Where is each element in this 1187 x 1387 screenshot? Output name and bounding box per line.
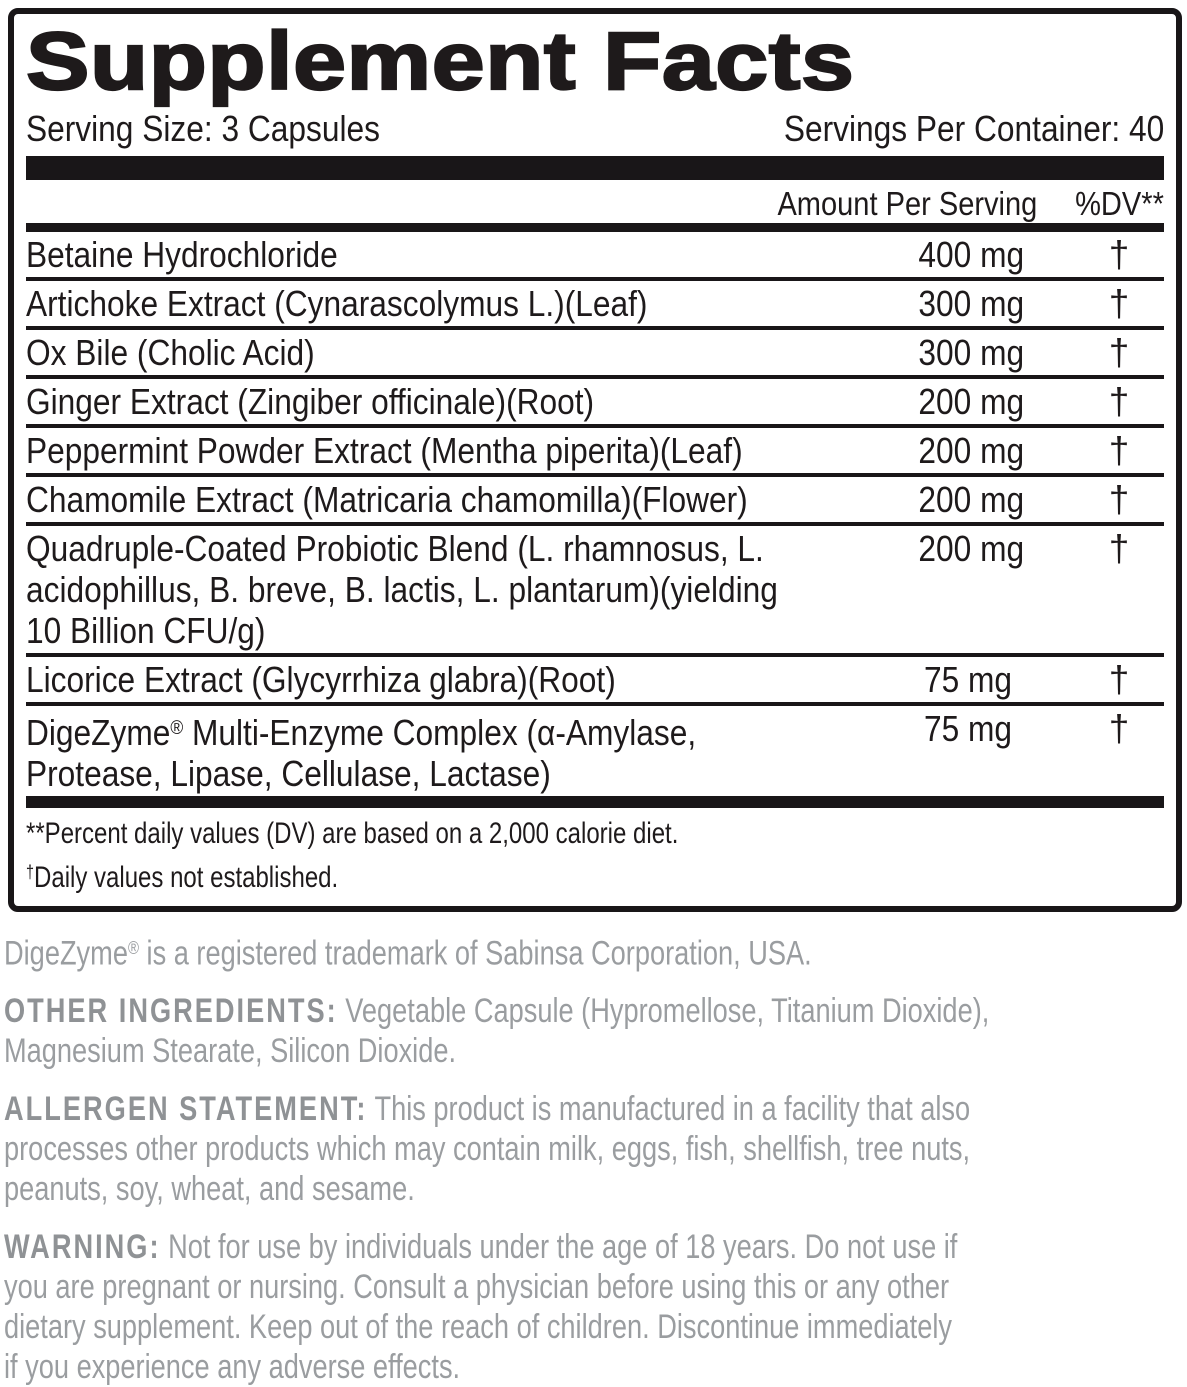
footnote-dagger bbox=[26, 853, 1164, 897]
amount-value: 200 mg bbox=[918, 381, 1025, 422]
warning-line bbox=[4, 1347, 1187, 1387]
ingredient-name-cell bbox=[26, 479, 904, 520]
warning-text: you are pregnant or nursing. Consult a physician before using this or any other bbox=[4, 1268, 950, 1307]
other-ingredients-line bbox=[4, 1031, 1187, 1071]
amount-per-serving-header: Amount Per Serving bbox=[777, 185, 1038, 222]
dv-cell: † bbox=[1108, 283, 1130, 324]
amount-cell bbox=[904, 479, 1074, 520]
serving-size: Serving Size: 3 Capsules bbox=[26, 108, 380, 149]
ingredient-name-cell bbox=[26, 283, 904, 324]
ingredient-name-line bbox=[26, 569, 904, 610]
amount-value: 75 mg bbox=[923, 659, 1012, 700]
ingredient-row bbox=[26, 473, 1164, 522]
ingredient-row bbox=[26, 653, 1164, 702]
allergen-line bbox=[4, 1129, 1187, 1169]
dv-cell: † bbox=[1108, 479, 1130, 520]
ingredient-row bbox=[26, 375, 1164, 424]
dv-cell: † bbox=[1108, 430, 1130, 471]
amount-value: 300 mg bbox=[918, 283, 1025, 324]
warning-heading: WARNING: bbox=[4, 1228, 161, 1267]
allergen-line bbox=[4, 1169, 1187, 1209]
ingredient-name-line bbox=[26, 708, 904, 753]
serving-row bbox=[26, 110, 1164, 148]
dv-cell: † bbox=[1108, 381, 1130, 422]
digezyme-word: DigeZyme bbox=[26, 711, 171, 753]
dv-header: %DV** bbox=[1075, 185, 1164, 222]
ingredient-name-line bbox=[26, 610, 904, 651]
ingredient-name: Betaine Hydrochloride bbox=[26, 234, 338, 275]
allergen-line bbox=[4, 1089, 1187, 1129]
ingredient-name-rest: Multi-Enzyme Complex (α-Amylase, bbox=[183, 711, 697, 753]
ingredient-name-line bbox=[26, 528, 904, 569]
allergen-rest: This product is manufactured in a facility that also bbox=[367, 1090, 971, 1129]
ingredient-row-digezyme bbox=[26, 702, 1164, 796]
amount-cell bbox=[904, 659, 1074, 700]
trademark-note bbox=[0, 928, 1187, 973]
ingredient-name bbox=[26, 708, 696, 753]
ingredient-name-cell bbox=[26, 708, 904, 794]
amount-cell bbox=[904, 381, 1074, 422]
warning-line bbox=[4, 1267, 1187, 1307]
ingredient-name: acidophillus, B. breve, B. lactis, L. plantarum)(yielding bbox=[26, 569, 778, 610]
digezyme-word: DigeZyme bbox=[4, 934, 128, 973]
amount-value: 400 mg bbox=[918, 234, 1025, 275]
servings-per-container: Servings Per Container: 40 bbox=[783, 108, 1164, 149]
amount-cell bbox=[904, 528, 1074, 569]
ingredient-row bbox=[26, 424, 1164, 473]
other-ingredients-section bbox=[0, 991, 1187, 1071]
amount-value: 75 mg bbox=[923, 708, 1012, 749]
footnote-dagger-text bbox=[26, 853, 338, 897]
warning-line bbox=[4, 1227, 1187, 1267]
allergen-text: processes other products which may contain milk, eggs, fish, shellfish, tree nuts, bbox=[4, 1130, 971, 1169]
dv-cell: † bbox=[1108, 332, 1130, 373]
medium-divider-bar bbox=[26, 223, 1164, 232]
ingredient-name: 10 Billion CFU/g) bbox=[26, 610, 266, 651]
warning-text: if you experience any adverse effects. bbox=[4, 1348, 461, 1387]
amount-cell bbox=[904, 283, 1074, 324]
warning-text bbox=[4, 1227, 957, 1267]
allergen-text bbox=[4, 1089, 970, 1129]
dv-cell: † bbox=[1108, 234, 1130, 275]
warning-text: dietary supplement. Keep out of the reach of children. Discontinue immediately bbox=[4, 1308, 952, 1347]
ingredient-row bbox=[26, 232, 1164, 277]
thick-divider-bar bbox=[26, 156, 1164, 180]
amount-value: 200 mg bbox=[918, 528, 1025, 569]
trademark-rest: is a registered trademark of Sabinsa Corporation, USA. bbox=[138, 934, 812, 973]
footnotes bbox=[26, 808, 1164, 906]
footnote-dagger-rest: Daily values not established. bbox=[34, 860, 339, 894]
amount-value: 300 mg bbox=[918, 332, 1025, 373]
ingredient-row bbox=[26, 326, 1164, 375]
ingredient-name-cell bbox=[26, 381, 904, 422]
column-header-row bbox=[26, 180, 1164, 223]
footnote-percent-dv-text: **Percent daily values (DV) are based on a 2,000 calorie diet. bbox=[26, 816, 679, 850]
amount-value: 200 mg bbox=[918, 430, 1025, 471]
ingredient-name-cell bbox=[26, 659, 904, 700]
ingredient-name: Artichoke Extract (Cynarascolymus L.)(Leaf) bbox=[26, 283, 648, 324]
ingredient-name: Quadruple-Coated Probiotic Blend (L. rhamnosus, L. bbox=[26, 528, 764, 569]
other-ingredients-rest: Vegetable Capsule (Hypromellose, Titanium Dioxide), bbox=[337, 992, 990, 1031]
ingredient-name: Licorice Extract (Glycyrrhiza glabra)(Root) bbox=[26, 659, 616, 700]
ingredient-name-cell bbox=[26, 430, 904, 471]
dv-cell: † bbox=[1108, 659, 1130, 700]
supplement-facts-panel bbox=[8, 8, 1182, 912]
warning-line bbox=[4, 1307, 1187, 1347]
allergen-statement-section bbox=[0, 1089, 1187, 1209]
ingredient-name-cell bbox=[26, 528, 904, 651]
footnote-percent-dv bbox=[26, 815, 1164, 853]
warning-section bbox=[0, 1227, 1187, 1387]
trademark-text bbox=[4, 928, 812, 973]
amount-cell bbox=[904, 234, 1074, 275]
amount-cell bbox=[904, 708, 1074, 749]
ingredient-name-cell bbox=[26, 234, 904, 275]
facts-title: Supplement Facts bbox=[26, 16, 855, 107]
ingredient-name: Chamomile Extract (Matricaria chamomilla)(Flower) bbox=[26, 479, 748, 520]
dagger-symbol: † bbox=[26, 861, 35, 882]
other-ingredients-text bbox=[4, 991, 989, 1031]
other-ingredients-text: Magnesium Stearate, Silicon Dioxide. bbox=[4, 1032, 457, 1071]
registered-mark: ® bbox=[127, 936, 139, 958]
warning-rest: Not for use by individuals under the age of 18 years. Do not use if bbox=[160, 1228, 958, 1267]
other-ingredients-heading: OTHER INGREDIENTS: bbox=[4, 992, 338, 1031]
amount-value: 200 mg bbox=[918, 479, 1025, 520]
ingredient-name: Peppermint Powder Extract (Mentha piperita)(Leaf) bbox=[26, 430, 743, 471]
amount-cell bbox=[904, 332, 1074, 373]
registered-mark: ® bbox=[170, 717, 184, 739]
ingredient-name-line bbox=[26, 753, 904, 794]
ingredient-name: Ox Bile (Cholic Acid) bbox=[26, 332, 315, 373]
ingredient-name-cell bbox=[26, 332, 904, 373]
bottom-divider-bar bbox=[26, 796, 1164, 808]
allergen-text: peanuts, soy, wheat, and sesame. bbox=[4, 1170, 415, 1209]
ingredient-name: Protease, Lipase, Cellulase, Lactase) bbox=[26, 752, 551, 794]
dv-cell: † bbox=[1108, 528, 1130, 569]
ingredient-row bbox=[26, 277, 1164, 326]
ingredient-name: Ginger Extract (Zingiber officinale)(Root) bbox=[26, 381, 595, 422]
dv-cell: † bbox=[1108, 708, 1130, 749]
amount-cell bbox=[904, 430, 1074, 471]
allergen-heading: ALLERGEN STATEMENT: bbox=[4, 1090, 368, 1129]
other-ingredients-line bbox=[4, 991, 1187, 1031]
facts-title-wrap bbox=[26, 18, 1164, 108]
ingredient-row-probiotic-blend bbox=[26, 522, 1164, 653]
